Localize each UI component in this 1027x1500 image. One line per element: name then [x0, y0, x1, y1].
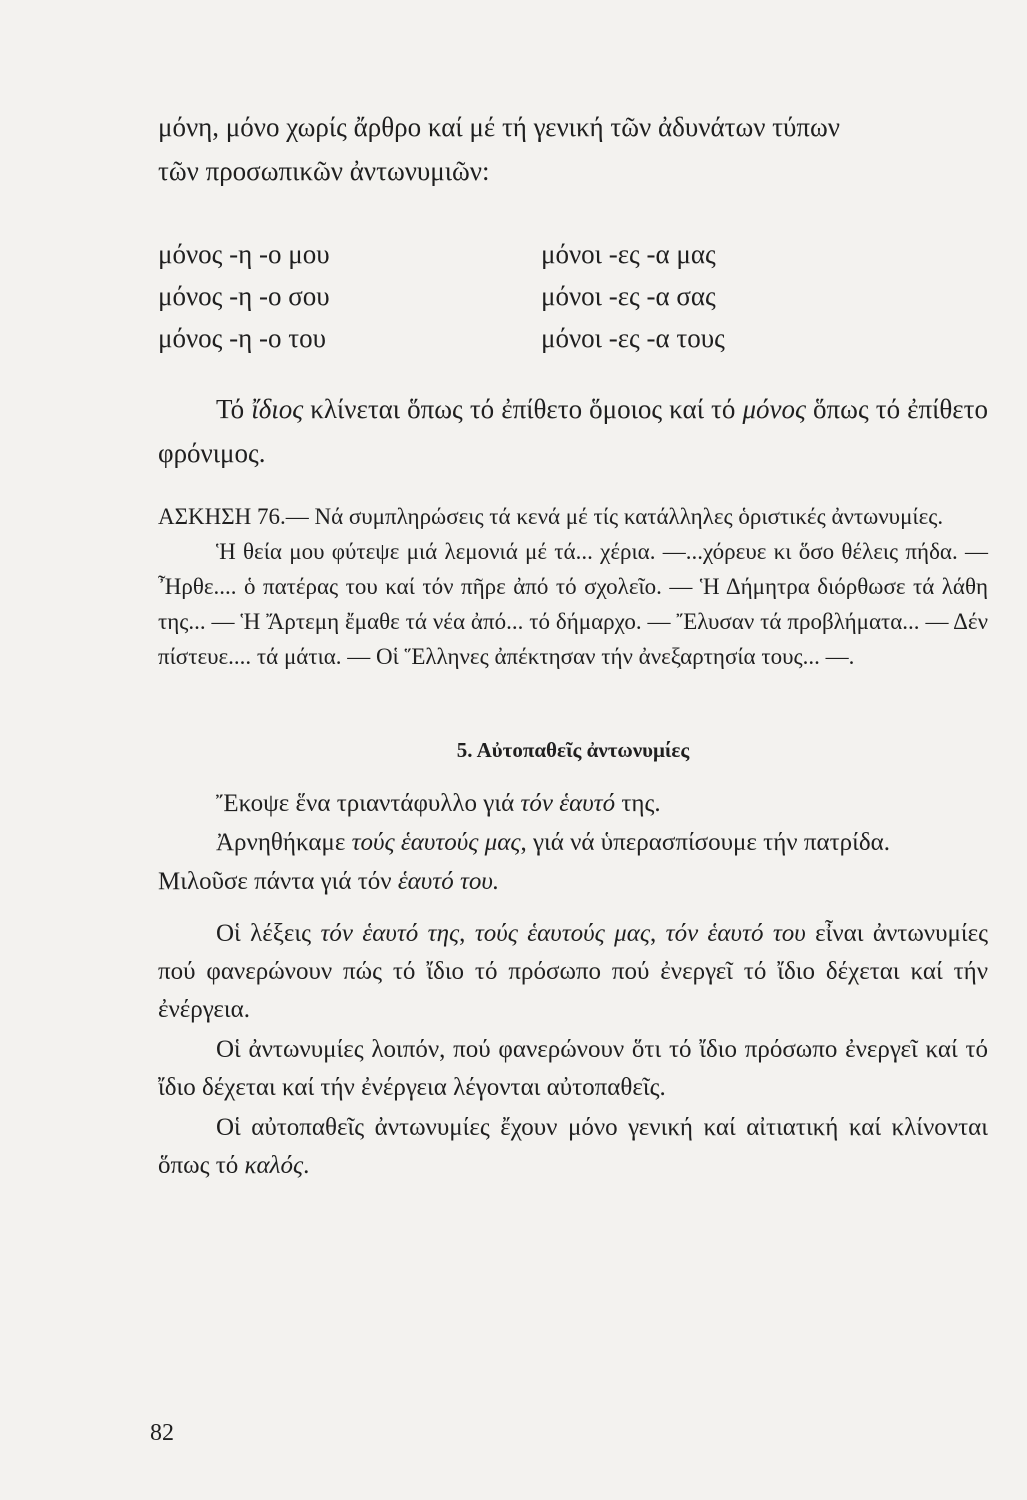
declension-row	[158, 317, 988, 359]
example-text: Μιλοῦσε πάντα γιά τόν	[158, 868, 398, 895]
explanation-text: Οἱ αὐτοπαθεῖς ἀντωνυμίες ἔχουν μόνο γενική καί αἰτιατική καί κλίνονται ὅπως τό	[158, 1114, 988, 1179]
example-text: Ἔκοψε ἕνα τριαντάφυλλο γιά	[216, 790, 521, 817]
explanation-text: ,	[459, 920, 475, 947]
idios-note	[158, 387, 988, 475]
intro-line-1: μόνη, μόνο χωρίς ἄρθρο καί μέ τή γενική τῶν ἀδυνάτων τύπων	[158, 112, 841, 142]
intro-line-2: τῶν προσωπικῶν ἀντωνυμιῶν:	[158, 156, 490, 186]
explanation-term: καλός	[244, 1152, 304, 1179]
example-text: της.	[615, 790, 661, 817]
plural-form: μόνοι -ες -α τους	[541, 323, 725, 353]
note-text: Τό	[216, 394, 252, 424]
explanation-paragraph-3	[158, 1109, 988, 1185]
note-text: ὅπως τό ἐπίθετο φρόνιμος.	[158, 394, 988, 468]
plural-form: μόνοι -ες -α μας	[541, 239, 716, 269]
page-content	[158, 105, 988, 1185]
example-3	[158, 862, 988, 901]
note-term: μόνος	[742, 394, 806, 424]
singular-form: μόνος -η -ο σου	[158, 281, 330, 311]
declension-row	[158, 275, 988, 317]
declension-table	[158, 233, 988, 359]
intro-paragraph	[158, 105, 988, 193]
exercise-text: Ἡ θεία μου φύτεψε μιά λεμονιά μέ τά... χέρια. —...χόρευε κι ὅσο θέλεις πήδα. — Ἦρθε.... ὁ πατέρας του καί τόν πῆρε ἀπό τό σχολεῖο. — Ἡ Δήμητρα διόρθωσε τά λάθη της... — Ἡ Ἄρτεμη ἔμαθε τά νέα ἀπό... τό δήμαρχο. — Ἔλυσαν τά προβλήματα... — Δέν πίστευε.... τά μάτια. — Οἱ Ἕλληνες ἀπέκτησαν τήν ἀνεξαρτησία τους... —.	[158, 539, 988, 669]
plural-form: μόνοι -ες -α σας	[541, 281, 716, 311]
explanation-text: .	[303, 1152, 310, 1179]
example-text: , γιά νά ὑπερασπίσουμε τήν πατρίδα.	[520, 829, 890, 856]
example-1	[158, 784, 988, 823]
declension-row	[158, 233, 988, 275]
examples-block	[158, 784, 988, 901]
note-text: κλίνεται ὅπως τό ἐπίθετο ὅμοιος καί τό	[303, 394, 743, 424]
example-text: Ἀρνηθήκαμε	[216, 829, 352, 856]
explanation-term: τούς ἑαυτούς μας	[474, 920, 650, 947]
explanation-term: τόν ἑαυτό του	[665, 920, 806, 947]
page-number: 82	[150, 1420, 174, 1446]
explanation-paragraph-1	[158, 915, 988, 1029]
exercise-76	[158, 499, 988, 674]
explanation-text: ,	[649, 920, 666, 947]
explanation-paragraph-2: Οἱ ἀντωνυμίες λοιπόν, πού φανερώνουν ὅτι τό ἴδιο πρόσωπο ἐνεργεῖ καί τό ἴδιο δέχεται καί τήν ἐνέργεια λέγονται αὐτοπαθεῖς.	[158, 1036, 988, 1101]
note-term: ἴδιος	[251, 394, 304, 424]
example-2	[158, 823, 988, 862]
example-term: τόν ἑαυτό	[520, 790, 616, 817]
section-title: 5. Αὐτοπαθεῖς ἀντωνυμίες	[456, 738, 690, 762]
explanation-term: τόν ἑαυτό της	[320, 920, 460, 947]
singular-form: μόνος -η -ο μου	[158, 239, 330, 269]
example-term: ἑαυτό του.	[397, 868, 500, 895]
explanation-text: Οἱ λέξεις	[216, 920, 321, 947]
exercise-heading: ΑΣΚΗΣΗ 76.— Νά συμπληρώσεις τά κενά μέ τίς κατάλληλες ὁριστικές ἀντωνυμίες.	[158, 504, 944, 529]
example-term: τούς ἑαυτούς μας	[351, 829, 521, 856]
explanation-text: εἶναι ἀντωνυμίες πού φανερώνουν πώς τό ἴδιο τό πρόσωπο πού ἐνεργεῖ τό ἴδιο δέχεται καί τήν ἐνέργεια.	[158, 920, 989, 1023]
explanation-block	[158, 915, 988, 1185]
singular-form: μόνος -η -ο του	[158, 323, 326, 353]
